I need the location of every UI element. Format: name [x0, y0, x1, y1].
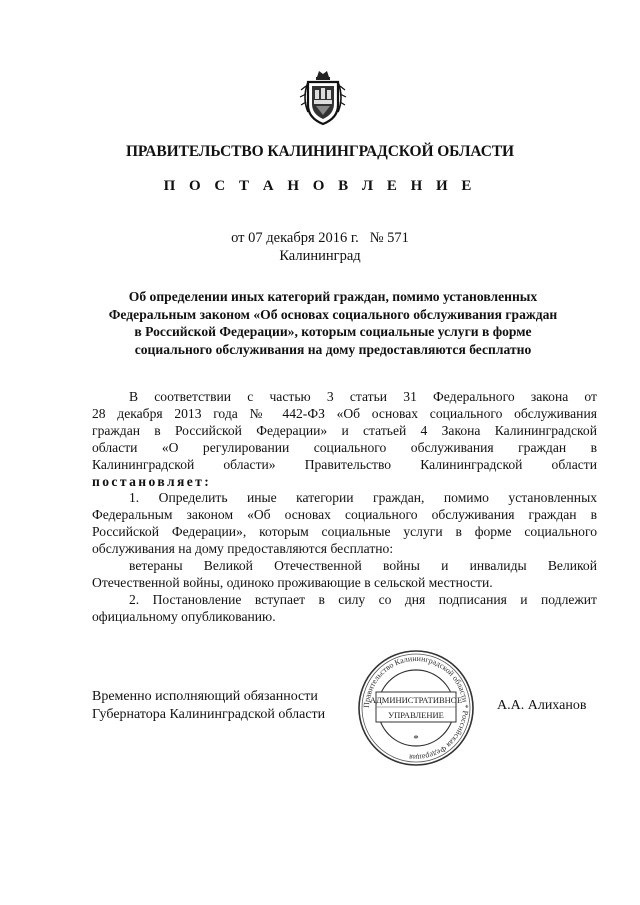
- body-line: Российской Федерации», которым социальные услуги в форме социального: [92, 524, 597, 540]
- signatory-position-line: Временно исполняющий обязанности: [92, 689, 318, 704]
- document-subject: [88, 288, 578, 358]
- body-line: 2. Постановление вступает в силу со дня подписания и подлежит: [129, 591, 597, 607]
- body-line: области «О регулировании социального обслуживания граждан в: [92, 439, 597, 455]
- body-line: граждан в Российской Федерации» и статьей 4 Закона Калининградской: [92, 422, 597, 438]
- body-line: 1. Определить иные категории граждан, помимо установленных: [129, 490, 597, 506]
- body-line: Калининградской области» Правительство Калининградской области: [92, 456, 597, 472]
- date-number-line: [0, 230, 640, 247]
- subject-line: в Российской Федерации», которым социальные услуги в форме: [134, 324, 532, 340]
- body-line: обслуживания на дому предоставляются бесплатно:: [92, 541, 394, 557]
- signatory-position-line: Губернатора Калининградской области: [92, 707, 326, 722]
- seal-ring-text: Правительство Калининградской области * Российская Федерация: [361, 653, 471, 763]
- organization-title: ПРАВИТЕЛЬСТВО КАЛИНИНГРАДСКОЙ ОБЛАСТИ: [125, 143, 515, 160]
- body-line: Отечественной войны, одиноко проживающие в сельской местности.: [92, 574, 493, 590]
- document-date: 07 декабря 2016 г.: [248, 230, 359, 246]
- subject-line: социального обслуживания на дому предоставляются бесплатно: [134, 341, 532, 357]
- signatory-name: А.А. Алиханов: [497, 698, 587, 713]
- official-seal-stamp: [356, 648, 476, 768]
- coat-of-arms-emblem: [298, 68, 348, 128]
- document-city: Калининград: [279, 248, 361, 264]
- date-prefix: от: [231, 230, 245, 246]
- seal-center-line: УПРАВЛЕНИЕ: [388, 710, 444, 720]
- body-line: официальному опубликованию.: [92, 608, 276, 624]
- document-number: № 571: [369, 230, 409, 246]
- decree-word: постановляет:: [92, 473, 212, 489]
- body-line: ветераны Великой Отечественной войны и инвалиды Великой: [129, 558, 597, 574]
- seal-center-line: АДМИНИСТРАТИВНОЕ: [369, 695, 463, 705]
- document-type: П О С Т А Н О В Л Е Н И Е: [163, 178, 477, 194]
- signatory-position: [92, 688, 362, 724]
- subject-line: Федеральным законом «Об основах социального обслуживания граждан: [108, 306, 558, 322]
- document-body: [92, 389, 597, 626]
- body-line: В соответствии с частью 3 статьи 31 Федерального закона от: [129, 389, 597, 404]
- body-line: 28 декабря 2013 года № 442-ФЗ «Об основах социального обслуживания: [92, 405, 597, 421]
- subject-line: Об определении иных категорий граждан, помимо установленных: [128, 289, 538, 304]
- body-line: Федеральным законом «Об основах социального обслуживания граждан в: [92, 507, 597, 523]
- seal-star: *: [413, 733, 419, 745]
